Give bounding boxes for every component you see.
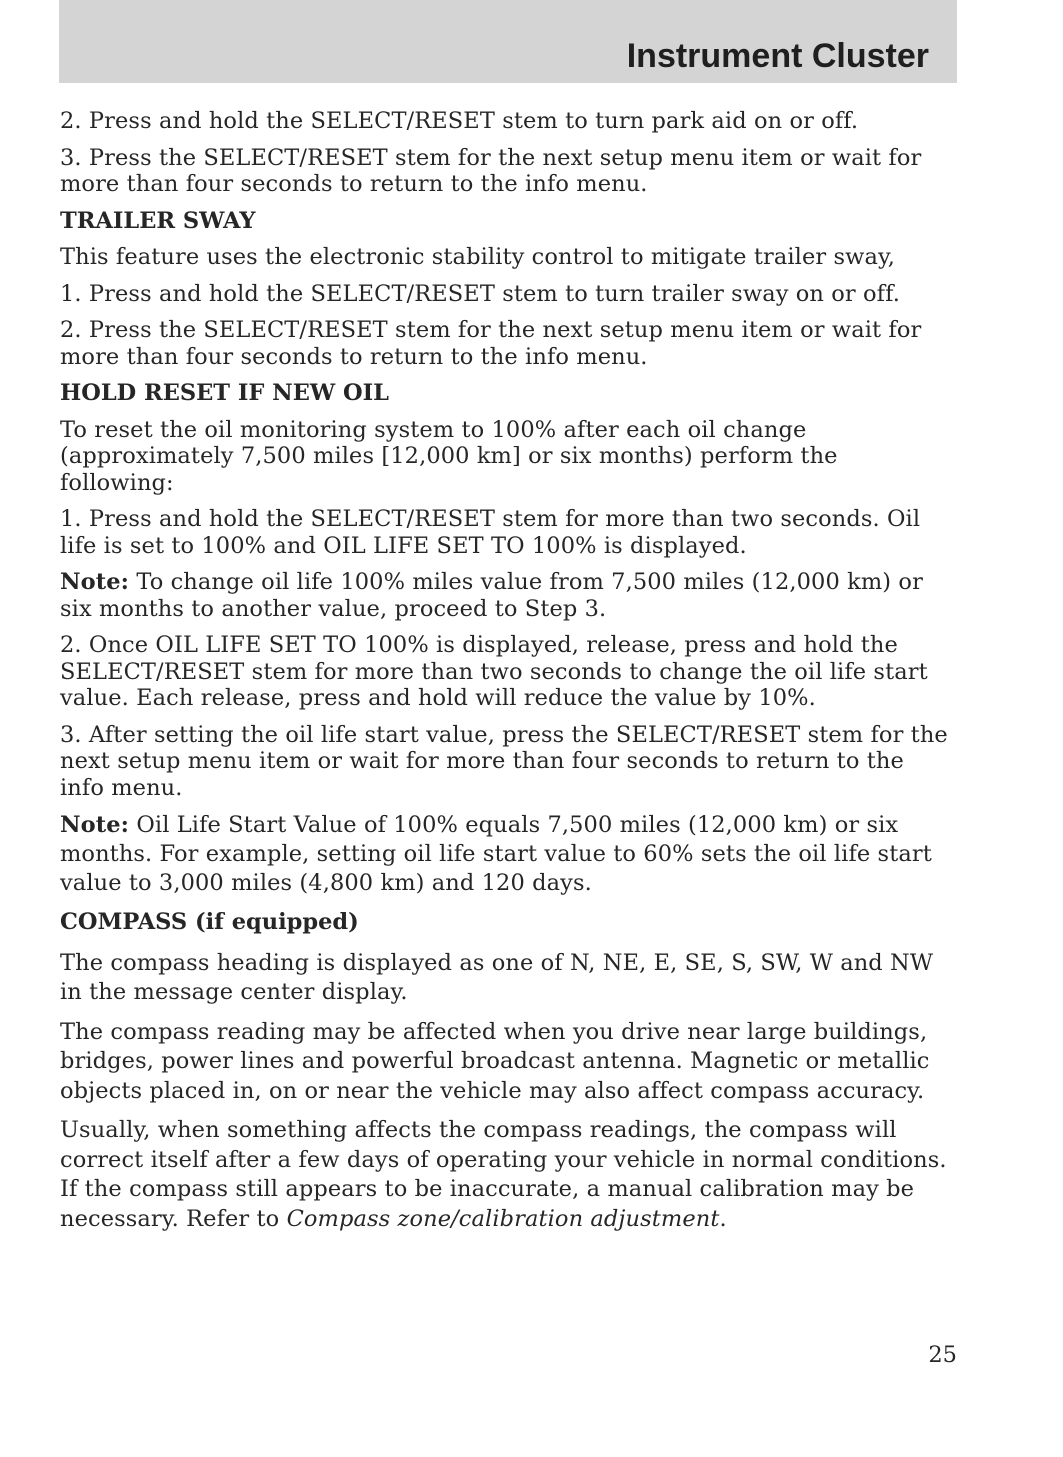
page-title: Instrument Cluster xyxy=(626,37,929,75)
park-aid-step-2: 2. Press and hold the SELECT/RESET stem to turn park aid on or off. xyxy=(60,108,859,134)
trailer-sway-intro: This feature uses the electronic stability control to mitigate trailer sway, xyxy=(60,244,896,270)
compass-para-3-end: . xyxy=(719,1205,727,1232)
trailer-sway-step-2: 2. Press the SELECT/RESET stem for the next setup menu item or wait for more than four seconds to return to the info menu. xyxy=(60,317,922,370)
page-number: 25 xyxy=(928,1342,957,1368)
oil-reset-step-3: 3. After setting the oil life start value, press the SELECT/RESET stem for the next setup menu item or wait for more than four seconds to return to the info menu. xyxy=(60,721,948,801)
oil-reset-heading: HOLD RESET IF NEW OIL xyxy=(60,380,389,406)
note-text: To change oil life 100% miles value from 7,500 miles (12,000 km) or six months to another value, proceed to Step 3. xyxy=(60,569,923,622)
compass-para-3 xyxy=(60,1116,955,1234)
oil-reset-intro: To reset the oil monitoring system to 100% after each oil change (approximately 7,500 miles [12,000 km] or six months) perform the following: xyxy=(60,416,838,496)
compass-calibration-reference: Compass zone/calibration adjustment xyxy=(286,1205,720,1232)
compass-section xyxy=(60,908,955,1234)
oil-reset-note-1 xyxy=(60,569,955,622)
compass-para-3-text: Usually, when something affects the compass readings, the compass will correct itself after a few days of operating your vehicle in normal conditions. If the compass still appears to be inaccurate, a manual calibration may be necessary. Refer to xyxy=(60,1117,947,1232)
trailer-sway-heading: TRAILER SWAY xyxy=(60,207,256,234)
compass-para-2: The compass reading may be affected when you drive near large buildings, bridges, power lines and powerful broadcast antenna. Magnetic or metallic objects placed in, on or near the vehicle may also affect compass accuracy. xyxy=(60,1018,930,1104)
note-text: Oil Life Start Value of 100% equals 7,500 miles (12,000 km) or six months. For example, setting oil life start value to 60% sets the oil life start value to 3,000 miles (4,800 km) and 120 days. xyxy=(60,812,932,896)
trailer-sway-step-1: 1. Press and hold the SELECT/RESET stem to turn trailer sway on or off. xyxy=(60,280,900,307)
compass-heading: COMPASS (if equipped) xyxy=(60,909,359,935)
page-content xyxy=(60,108,955,1244)
note-label: Note: xyxy=(60,812,130,838)
park-aid-step-3: 3. Press the SELECT/RESET stem for the next setup menu item or wait for more than four seconds to return to the info menu. xyxy=(60,144,922,197)
oil-reset-step-2: 2. Once OIL LIFE SET TO 100% is displayed, release, press and hold the SELECT/RESET stem for more than two seconds to change the oil life start value. Each release, press and hold will reduce the value by 10%. xyxy=(60,632,928,711)
header-bar xyxy=(59,0,957,83)
oil-reset-step-1: 1. Press and hold the SELECT/RESET stem for more than two seconds. Oil life is set to 100% and OIL LIFE SET TO 100% is displayed. xyxy=(60,506,921,559)
oil-reset-note-2 xyxy=(60,811,955,898)
note-label: Note: xyxy=(60,569,130,595)
compass-para-1: The compass heading is displayed as one of N, NE, E, SE, S, SW, W and NW in the message center display. xyxy=(60,949,934,1005)
